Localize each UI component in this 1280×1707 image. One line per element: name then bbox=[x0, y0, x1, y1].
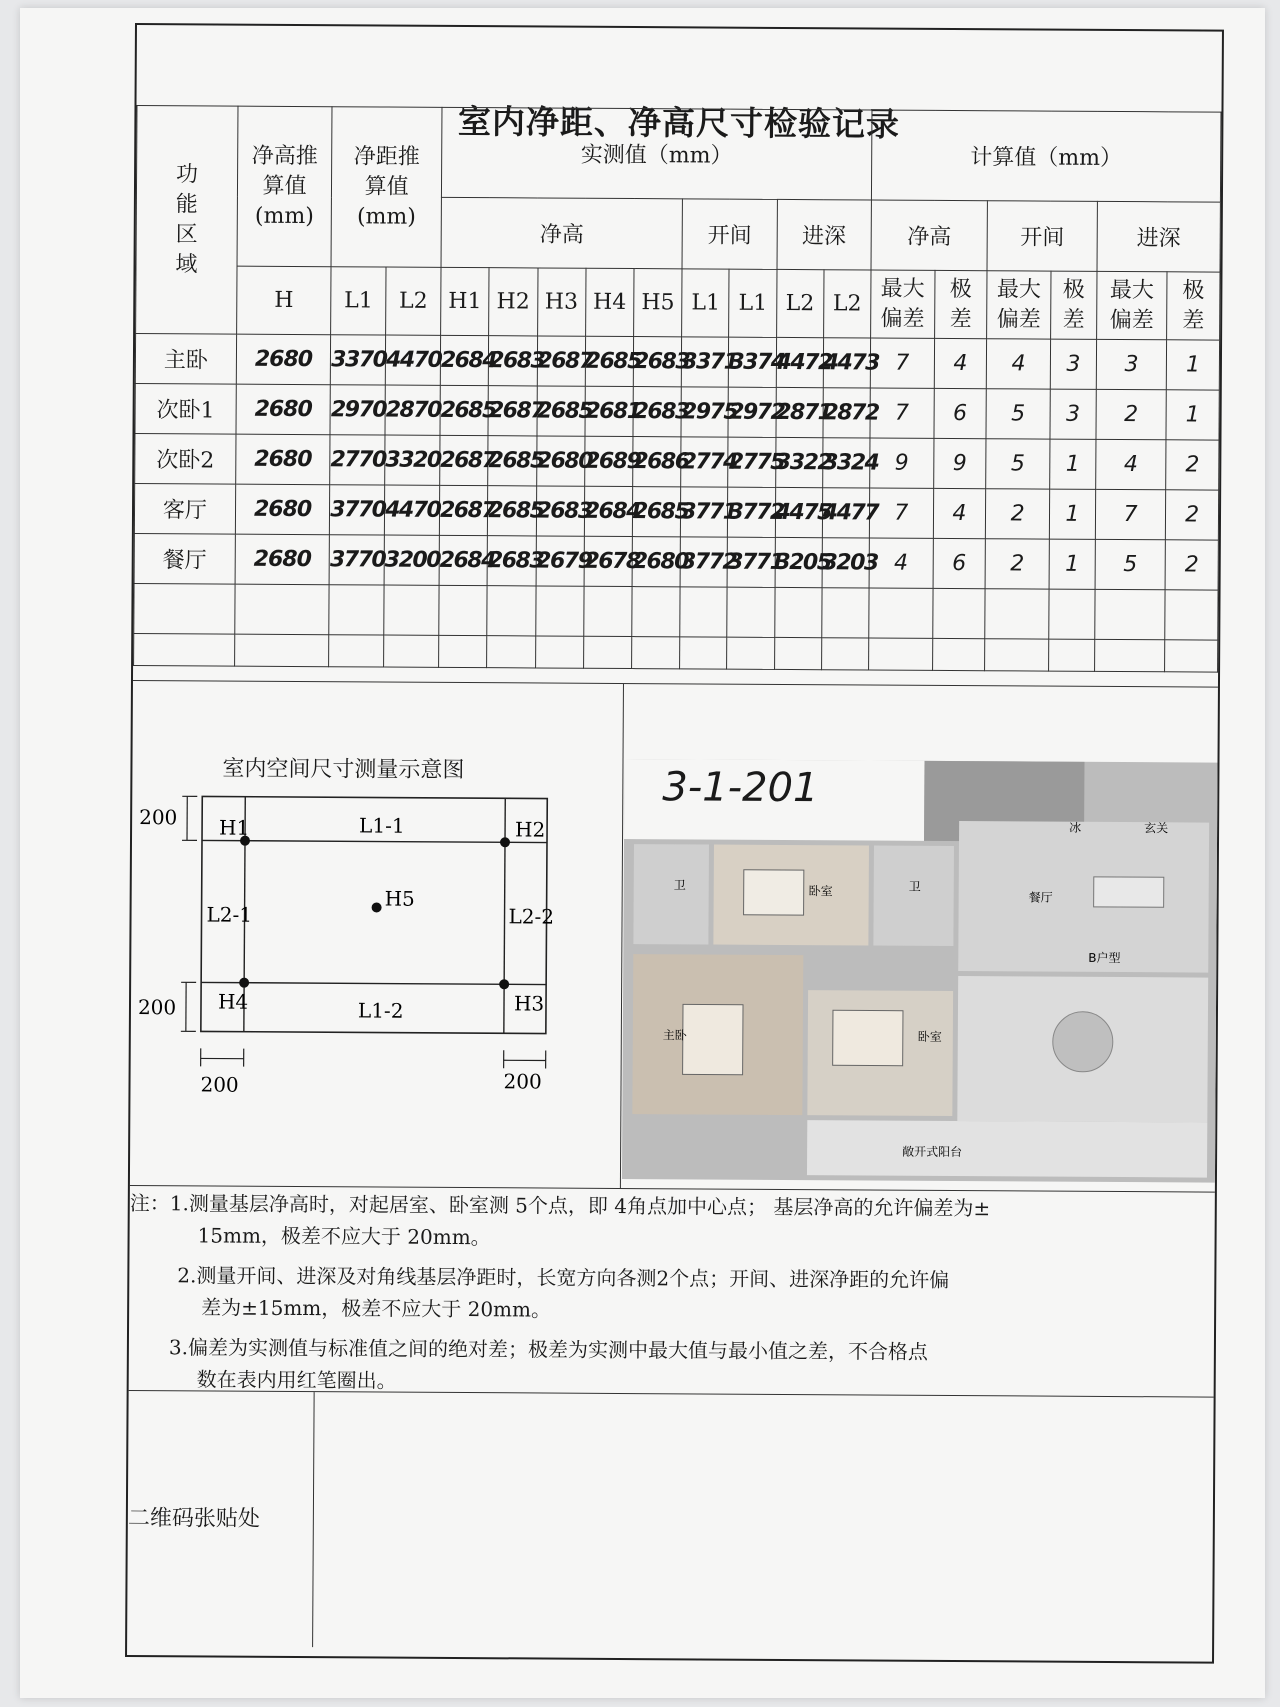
max-dev-text: 最大 偏差 bbox=[1109, 277, 1155, 333]
value-cell-M1[interactable]: 3772 bbox=[680, 537, 727, 587]
measured-depth: 进深 bbox=[777, 199, 872, 270]
empty-row bbox=[134, 584, 1218, 641]
value-cell-M2[interactable]: 3772 bbox=[728, 487, 775, 537]
value-cell-H1[interactable]: 2687 bbox=[439, 485, 488, 535]
value-cell-hmax[interactable]: 7 bbox=[870, 338, 934, 388]
table-shape bbox=[1094, 877, 1164, 907]
calc-depth: 进深 bbox=[1097, 201, 1220, 272]
bed-shape bbox=[683, 1004, 743, 1074]
room-label: 敞开式阳台 bbox=[902, 1144, 963, 1160]
col-header-range bbox=[1167, 272, 1220, 340]
col-header: L1 bbox=[682, 269, 730, 337]
value-cell-M3[interactable]: 2871 bbox=[776, 387, 823, 437]
value-cell-hmax[interactable]: 7 bbox=[869, 488, 933, 538]
area-header-text: 功 能 区 域 bbox=[175, 161, 199, 277]
empty-cell[interactable] bbox=[774, 637, 821, 669]
value-cell-H2[interactable]: 2685 bbox=[488, 436, 537, 486]
distance-estimate-header bbox=[331, 107, 442, 268]
area-name-cell[interactable]: 客厅 bbox=[134, 484, 235, 535]
value-cell-H4[interactable]: 2685 bbox=[585, 336, 634, 386]
calculated-header: 计算值（mm） bbox=[871, 110, 1221, 202]
qr-paste-area[interactable] bbox=[317, 1396, 1208, 1646]
dim-label-200: 200 bbox=[503, 1069, 542, 1094]
value-cell-L2[interactable]: 4470 bbox=[385, 335, 440, 385]
value-cell-H5[interactable]: 2686 bbox=[633, 437, 682, 487]
empty-cell[interactable] bbox=[1095, 639, 1165, 671]
value-cell-hr[interactable]: 4 bbox=[933, 488, 986, 538]
empty-cell[interactable] bbox=[821, 638, 868, 670]
bed-shape bbox=[744, 870, 804, 915]
value-cell-M3[interactable]: 3205 bbox=[775, 537, 822, 587]
col-header: H bbox=[237, 266, 332, 335]
col-header: H4 bbox=[585, 268, 634, 336]
empty-cell[interactable] bbox=[384, 635, 439, 667]
label-l1-2: L1-2 bbox=[357, 998, 404, 1023]
col-header: L2 bbox=[823, 270, 871, 338]
col-header: H3 bbox=[537, 268, 586, 336]
height-estimate-text: 净高推 算值 (mm) bbox=[251, 143, 318, 229]
col-header-max-dev bbox=[1097, 271, 1168, 339]
table-row bbox=[135, 334, 1219, 391]
empty-cell[interactable] bbox=[632, 637, 680, 669]
col-header-range bbox=[934, 270, 987, 338]
col-header-max-dev bbox=[987, 271, 1051, 339]
value-cell-dmax[interactable]: 4 bbox=[1096, 439, 1167, 489]
empty-cell[interactable] bbox=[487, 636, 535, 668]
note-line: 15mm，极差不应大于 20mm。 bbox=[197, 1223, 491, 1250]
value-cell-hmax[interactable]: 9 bbox=[870, 438, 934, 488]
col-header: H5 bbox=[634, 269, 683, 337]
empty-cell[interactable] bbox=[329, 585, 384, 635]
value-cell-br[interactable]: 3 bbox=[1050, 389, 1096, 439]
label-l1-1: L1-1 bbox=[359, 813, 405, 838]
empty-cell[interactable] bbox=[727, 637, 774, 669]
bath1-area bbox=[633, 844, 709, 944]
empty-cell[interactable] bbox=[632, 587, 681, 637]
diagram-section bbox=[130, 680, 1218, 1193]
value-cell-H5[interactable]: 2683 bbox=[633, 337, 682, 387]
room-label: 玄关 bbox=[1144, 821, 1169, 836]
value-cell-H5[interactable]: 2685 bbox=[632, 487, 681, 537]
empty-cell[interactable] bbox=[869, 638, 933, 670]
value-cell-hmax[interactable]: 4 bbox=[869, 538, 933, 588]
value-cell-dmax[interactable]: 2 bbox=[1096, 389, 1167, 439]
measured-header: 实测值（mm） bbox=[441, 107, 872, 200]
empty-cell[interactable] bbox=[822, 588, 869, 638]
balcony-area bbox=[807, 1120, 1207, 1177]
point-h2 bbox=[500, 837, 510, 847]
form-frame bbox=[125, 23, 1224, 1664]
empty-cell[interactable] bbox=[329, 635, 384, 667]
value-cell-H3[interactable]: 2687 bbox=[537, 336, 586, 386]
area-name-cell[interactable]: 餐厅 bbox=[134, 534, 235, 585]
col-header: H2 bbox=[489, 268, 538, 336]
table-row bbox=[134, 484, 1218, 541]
col-header: L1 bbox=[331, 267, 386, 335]
value-cell-H4[interactable]: 2681 bbox=[585, 386, 634, 436]
note-line: 注：1.测量基层净高时，对起居室、卧室测 5个点，即 4角点加中心点； 基层净高的允许偏差为± bbox=[129, 1190, 991, 1221]
inner-line-bottom bbox=[201, 982, 546, 984]
value-cell-M4[interactable]: 3324 bbox=[822, 438, 869, 488]
table-row bbox=[134, 534, 1218, 591]
room-label: 餐厅 bbox=[1028, 890, 1053, 905]
rug-shape bbox=[1053, 1012, 1113, 1072]
dim-label-200: 200 bbox=[200, 1072, 239, 1097]
value-cell-L2[interactable]: 4470 bbox=[384, 485, 439, 535]
point-h3 bbox=[499, 979, 509, 989]
value-cell-H4[interactable]: 2678 bbox=[584, 536, 633, 586]
label-h5: H5 bbox=[384, 886, 415, 911]
value-cell-dr[interactable]: 2 bbox=[1165, 540, 1218, 590]
inspection-table bbox=[133, 105, 1221, 673]
range-text: 极 差 bbox=[1062, 277, 1085, 333]
note-line: 数在表内用红笔圈出。 bbox=[196, 1367, 397, 1393]
value-cell-dr[interactable]: 2 bbox=[1166, 490, 1219, 540]
value-cell-H[interactable]: 2680 bbox=[236, 384, 331, 435]
value-cell-H3[interactable]: 2683 bbox=[536, 486, 585, 536]
empty-cell[interactable] bbox=[487, 586, 536, 636]
empty-cell[interactable] bbox=[680, 637, 727, 669]
value-cell-bmax[interactable]: 5 bbox=[986, 389, 1050, 439]
value-cell-H3[interactable]: 2685 bbox=[536, 386, 585, 436]
inner-line-top bbox=[202, 840, 547, 842]
value-cell-L1[interactable]: 2770 bbox=[330, 435, 385, 485]
bath2-area bbox=[873, 846, 954, 946]
value-cell-M1[interactable]: 3371 bbox=[682, 337, 729, 387]
calc-bay: 开间 bbox=[987, 201, 1097, 272]
range-text: 极 差 bbox=[1182, 277, 1205, 334]
value-cell-hr[interactable]: 6 bbox=[934, 388, 987, 438]
empty-cell[interactable] bbox=[439, 635, 487, 667]
value-cell-H1[interactable]: 2685 bbox=[440, 385, 489, 435]
value-cell-L2[interactable]: 3320 bbox=[385, 435, 440, 485]
qr-divider bbox=[312, 1392, 315, 1647]
value-cell-M2[interactable]: 3771 bbox=[728, 537, 775, 587]
value-cell-H2[interactable]: 2683 bbox=[487, 536, 536, 586]
label-h1: H1 bbox=[219, 815, 250, 840]
empty-cell[interactable] bbox=[535, 586, 584, 636]
value-cell-L2[interactable]: 3200 bbox=[384, 535, 439, 585]
room-label: 卫 bbox=[673, 878, 686, 893]
label-h4: H4 bbox=[217, 989, 249, 1014]
value-cell-bmax[interactable]: 2 bbox=[986, 489, 1050, 539]
empty-cell[interactable] bbox=[384, 585, 439, 635]
col-header: H1 bbox=[441, 267, 490, 335]
value-cell-dmax[interactable]: 7 bbox=[1095, 489, 1166, 539]
value-cell-M4[interactable]: 3203 bbox=[822, 538, 869, 588]
value-cell-H[interactable]: 2680 bbox=[235, 484, 330, 535]
measured-net-height: 净高 bbox=[441, 197, 683, 268]
empty-cell[interactable] bbox=[869, 588, 933, 638]
value-cell-L1[interactable]: 2970 bbox=[330, 385, 385, 435]
empty-cell[interactable] bbox=[1165, 590, 1218, 640]
empty-cell[interactable] bbox=[932, 638, 985, 670]
value-cell-H[interactable]: 2680 bbox=[235, 534, 330, 585]
empty-cell[interactable] bbox=[932, 588, 985, 638]
value-cell-M1[interactable]: 2975 bbox=[681, 387, 728, 437]
sketch-title: 室内空间尺寸测量示意图 bbox=[222, 756, 465, 784]
empty-cell[interactable] bbox=[1165, 640, 1218, 672]
value-cell-dr[interactable]: 1 bbox=[1166, 390, 1219, 440]
value-cell-H4[interactable]: 2684 bbox=[584, 486, 633, 536]
label-l2-1: L2-1 bbox=[206, 902, 253, 927]
value-cell-M4[interactable]: 4477 bbox=[822, 488, 869, 538]
empty-cell[interactable] bbox=[235, 584, 330, 635]
area-name-cell[interactable]: 次卧2 bbox=[135, 434, 236, 485]
value-cell-M2[interactable]: 2775 bbox=[728, 437, 775, 487]
max-dev-text: 最大 偏差 bbox=[880, 276, 925, 332]
value-cell-hr[interactable]: 9 bbox=[933, 438, 986, 488]
empty-cell[interactable] bbox=[985, 639, 1049, 671]
value-cell-H5[interactable]: 2683 bbox=[633, 387, 682, 437]
table-row bbox=[135, 384, 1219, 441]
empty-cell[interactable] bbox=[727, 587, 774, 637]
value-cell-bmax[interactable]: 2 bbox=[985, 539, 1049, 589]
range-text: 极 差 bbox=[949, 276, 972, 332]
label-l2-2: L2-2 bbox=[508, 904, 555, 929]
value-cell-dr[interactable]: 1 bbox=[1166, 340, 1219, 390]
measurement-sketch bbox=[135, 776, 567, 1109]
value-cell-M2[interactable]: 3374 bbox=[729, 337, 776, 387]
qr-label: 二维码张贴处 bbox=[127, 1505, 260, 1532]
value-cell-H1[interactable]: 2687 bbox=[440, 435, 489, 485]
col-header-range bbox=[1050, 271, 1096, 339]
area-header bbox=[136, 106, 238, 335]
dim-label-200: 200 bbox=[137, 995, 177, 1020]
inner-line-right bbox=[504, 798, 505, 1033]
value-cell-H2[interactable]: 2685 bbox=[488, 486, 537, 536]
point-h4 bbox=[239, 978, 249, 988]
distance-estimate-text: 净距推 算值 (mm) bbox=[353, 143, 420, 230]
value-cell-L1[interactable]: 3770 bbox=[329, 535, 384, 585]
empty-cell[interactable] bbox=[1049, 589, 1095, 639]
floor-plan-image bbox=[622, 749, 1218, 1193]
empty-cell[interactable] bbox=[535, 636, 583, 668]
empty-cell[interactable] bbox=[774, 587, 821, 637]
room-label: 卫 bbox=[908, 879, 921, 894]
value-cell-bmax[interactable]: 4 bbox=[987, 339, 1051, 389]
value-cell-dmax[interactable]: 3 bbox=[1096, 339, 1167, 389]
value-cell-H1[interactable]: 2684 bbox=[440, 335, 489, 385]
notes-section bbox=[129, 1185, 1215, 1393]
value-cell-H[interactable]: 2680 bbox=[236, 334, 331, 385]
value-cell-H4[interactable]: 2689 bbox=[584, 436, 633, 486]
note-line: 2.测量开间、进深及对角线基层净距时，长宽方向各测2个点；开间、进深净距的允许偏 bbox=[177, 1263, 950, 1292]
bed-shape bbox=[833, 1010, 903, 1065]
height-estimate-header bbox=[237, 106, 332, 267]
value-cell-M4[interactable]: 2872 bbox=[823, 388, 870, 438]
col-header-max-dev bbox=[871, 270, 935, 338]
room-label: 卧室 bbox=[808, 884, 833, 899]
value-cell-dmax[interactable]: 5 bbox=[1095, 539, 1166, 589]
empty-cell[interactable] bbox=[584, 586, 633, 636]
paper-sheet bbox=[20, 8, 1265, 1698]
value-cell-bmax[interactable]: 5 bbox=[986, 439, 1050, 489]
measured-bay: 开间 bbox=[682, 199, 777, 270]
empty-cell[interactable] bbox=[234, 634, 329, 667]
value-cell-M1[interactable]: 3771 bbox=[681, 487, 728, 537]
empty-cell[interactable] bbox=[134, 584, 235, 635]
value-cell-H2[interactable]: 2683 bbox=[489, 336, 538, 386]
value-cell-M3[interactable]: 3322 bbox=[775, 437, 822, 487]
value-cell-M3[interactable]: 4472 bbox=[776, 337, 823, 387]
room-label: B户型 bbox=[1088, 950, 1121, 966]
value-cell-H3[interactable]: 2679 bbox=[536, 536, 585, 586]
calc-net-height: 净高 bbox=[871, 200, 988, 271]
room-label: 主卧 bbox=[662, 1028, 687, 1043]
qr-section bbox=[127, 1390, 1214, 1653]
empty-row bbox=[134, 634, 1218, 673]
label-h3: H3 bbox=[513, 991, 545, 1016]
value-cell-hmax[interactable]: 7 bbox=[870, 388, 934, 438]
value-cell-L2[interactable]: 2870 bbox=[385, 385, 440, 435]
col-header: L2 bbox=[776, 269, 824, 337]
value-cell-br[interactable]: 1 bbox=[1049, 489, 1095, 539]
column-header-row bbox=[136, 266, 1220, 341]
value-cell-br[interactable]: 3 bbox=[1050, 339, 1096, 389]
value-cell-H[interactable]: 2680 bbox=[236, 434, 331, 485]
value-cell-dr[interactable]: 2 bbox=[1166, 440, 1219, 490]
empty-cell[interactable] bbox=[439, 585, 488, 635]
empty-cell[interactable] bbox=[134, 634, 235, 667]
value-cell-M3[interactable]: 4475 bbox=[775, 487, 822, 537]
col-header: L2 bbox=[386, 267, 441, 335]
value-cell-H1[interactable]: 2684 bbox=[439, 535, 488, 585]
area-name-cell[interactable]: 主卧 bbox=[135, 334, 236, 385]
empty-cell[interactable] bbox=[680, 587, 727, 637]
point-h5 bbox=[372, 902, 382, 912]
value-cell-M1[interactable]: 2774 bbox=[681, 437, 728, 487]
note-line: 差为±15mm，极差不应大于 20mm。 bbox=[201, 1295, 552, 1322]
value-cell-hr[interactable]: 4 bbox=[934, 338, 987, 388]
form-title: 室内净距、净高尺寸检验记录 bbox=[457, 101, 901, 144]
col-header: L1 bbox=[729, 269, 777, 337]
value-cell-M2[interactable]: 2972 bbox=[728, 387, 775, 437]
max-dev-text: 最大 偏差 bbox=[996, 276, 1042, 333]
unit-number: 3-1-201 bbox=[662, 764, 819, 812]
value-cell-L1[interactable]: 3770 bbox=[330, 485, 385, 535]
value-cell-br[interactable]: 1 bbox=[1050, 439, 1096, 489]
label-h2: H2 bbox=[515, 817, 546, 842]
empty-cell[interactable] bbox=[1048, 639, 1094, 671]
value-cell-br[interactable]: 1 bbox=[1049, 539, 1095, 589]
value-cell-M4[interactable]: 4473 bbox=[823, 338, 870, 388]
room-label: 卧室 bbox=[917, 1029, 942, 1044]
dining-area bbox=[958, 821, 1209, 973]
area-name-cell[interactable]: 次卧1 bbox=[135, 384, 236, 435]
value-cell-hr[interactable]: 6 bbox=[933, 538, 986, 588]
empty-cell[interactable] bbox=[583, 636, 631, 668]
value-cell-H3[interactable]: 2680 bbox=[536, 436, 585, 486]
value-cell-H5[interactable]: 2680 bbox=[632, 537, 681, 587]
value-cell-L1[interactable]: 3370 bbox=[331, 335, 386, 385]
empty-cell[interactable] bbox=[985, 589, 1049, 639]
note-line: 3.偏差为实测值与标准值之间的绝对差；极差为实测中最大值与最小值之差，不合格点 bbox=[168, 1335, 929, 1364]
value-cell-H2[interactable]: 2687 bbox=[488, 386, 537, 436]
table-row bbox=[135, 434, 1219, 491]
empty-cell[interactable] bbox=[1095, 589, 1166, 639]
room-label: 冰 bbox=[1069, 820, 1082, 835]
dim-label-200: 200 bbox=[139, 805, 178, 830]
